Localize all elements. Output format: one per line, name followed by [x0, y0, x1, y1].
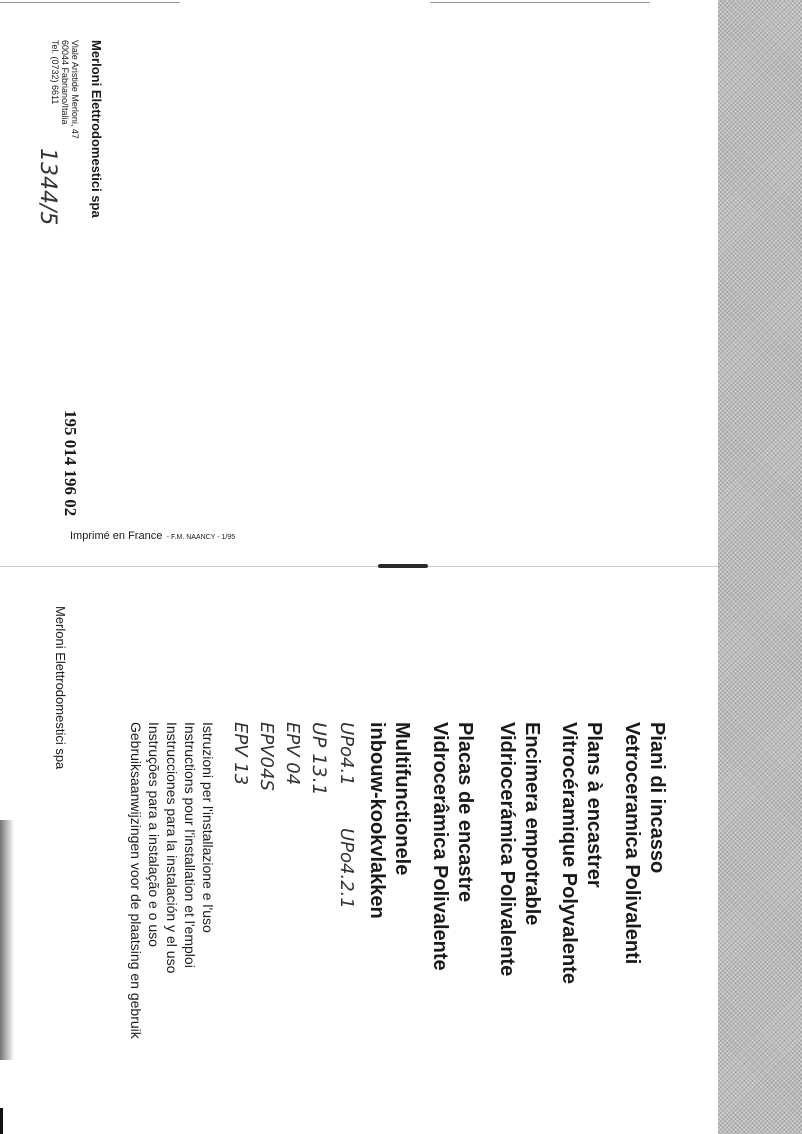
handwritten-model: EPV 04: [282, 722, 303, 786]
scanner-edge-strip: [718, 0, 802, 1134]
instructions-nl: Gebruiksaanwijzingen voor de plaatsing en gebruik: [128, 722, 144, 1039]
cover-title-es-1: Encimera empotrable: [521, 722, 543, 926]
scan-edge-mark: [0, 1108, 3, 1134]
handwritten-model: EPV 13: [230, 722, 251, 786]
cover-title-it-1: Piani di incasso: [646, 722, 668, 874]
cover-title-es-2: Vidriocerámica Polivalente: [496, 722, 518, 977]
cover-title-pt-2: Vidrocerâmica Polivalente: [429, 722, 451, 971]
printed-in-label: Imprimé en France: [70, 530, 163, 542]
handwritten-number: 1344/5: [35, 148, 60, 226]
fold-mark: [378, 564, 428, 568]
handwritten-model: UPo4.1: [336, 722, 357, 786]
address-line: Tel. (0732) 6611: [50, 40, 60, 105]
instructions-pt: Instruções para a instalação e o uso: [146, 722, 162, 947]
instructions-fr: Instructions pour l'installation et l'emploi: [182, 722, 198, 968]
cover-company: Merloni Elettrodomestici spa: [53, 606, 68, 770]
back-company: Merloni Elettrodomestici spa: [89, 40, 104, 218]
cover-title-fr-1: Plans à encastrer: [583, 722, 605, 888]
fold-line: [0, 566, 718, 567]
instructions-es: Instrucciones para la instalación y el uso: [164, 722, 180, 974]
cover-title-pt-1: Placas de encastre: [454, 722, 476, 903]
handwritten-model: EPV04S: [256, 722, 277, 791]
cover-title-fr-2: Vitrocéramique Polyvalente: [558, 722, 580, 984]
handwritten-model: UP 13.1: [308, 722, 330, 796]
top-edge-line-right: [430, 2, 650, 3]
cover-title-it-2: Vetroceramica Polivalenti: [621, 722, 643, 965]
printer-info: - F.M. NAANCY - 1/95: [166, 534, 236, 541]
address-line: 60044 Fabriano/Italia: [60, 40, 70, 125]
printed-in-france: [70, 526, 235, 544]
handwritten-model: UPo4.2.1: [336, 828, 357, 909]
cover-title-nl-1: Multifunctionele: [391, 722, 413, 876]
scan-smudge: [0, 820, 14, 1060]
document-number: 195 014 196 02: [61, 410, 80, 517]
top-edge-line: [0, 2, 180, 3]
cover-title-nl-2: inbouw-kookvlakken: [366, 722, 388, 919]
instructions-it: Istruzioni per l'installazione e l'uso: [200, 722, 216, 933]
address-line: Viale Aristide Merloni, 47: [70, 40, 80, 139]
